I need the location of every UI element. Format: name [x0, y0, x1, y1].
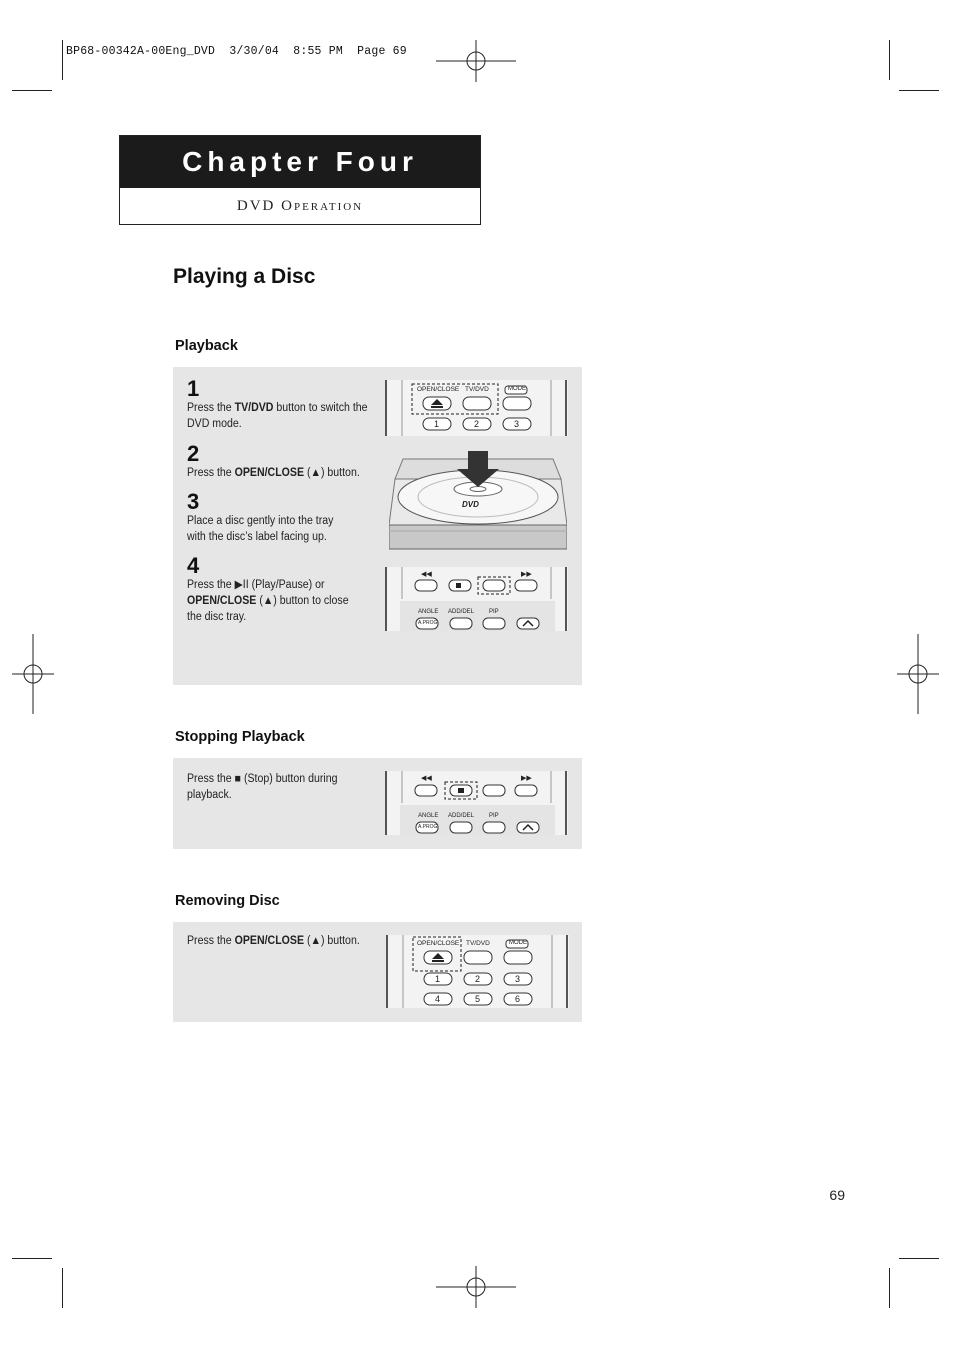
- step-1-text: Press the TV/DVD button to switch the DVD mode.: [187, 402, 368, 430]
- fast-forward-label: ▶▶: [521, 775, 532, 782]
- open-close-label: OPEN/CLOSE: [417, 386, 460, 393]
- chapter-title: Chapter Four: [120, 136, 480, 188]
- playback-heading: Playback: [175, 338, 238, 354]
- dvd-logo: DVD: [462, 500, 479, 509]
- crop-mark: [62, 40, 63, 80]
- remote-illustration-playpause: [385, 567, 568, 631]
- mode-label: MODE: [508, 386, 526, 392]
- step-4-text: Press the ▶II (Play/Pause) or OPEN/CLOSE (▲) button to close the disc tray.: [187, 579, 349, 623]
- rewind-label: ◀◀: [421, 571, 432, 578]
- fast-forward-label: ▶▶: [521, 571, 532, 578]
- step-number: 1: [187, 376, 200, 401]
- add-del-label: ADD/DEL: [448, 609, 475, 615]
- step-2-text: Press the OPEN/CLOSE (▲) button.: [187, 467, 360, 479]
- angle-label: ANGLE: [418, 813, 439, 819]
- crop-mark: [889, 1268, 890, 1308]
- add-del-label: ADD/DEL: [448, 813, 475, 819]
- step-number: 3: [187, 489, 200, 514]
- digit-3: 3: [514, 419, 520, 429]
- crop-mark: [62, 1268, 63, 1308]
- disc-tray-illustration: [389, 449, 567, 551]
- digit-2: 2: [474, 419, 480, 429]
- digit-2: 2: [475, 974, 481, 984]
- digit-1: 1: [435, 974, 441, 984]
- digit-5: 5: [475, 994, 481, 1004]
- digit-1: 1: [434, 419, 440, 429]
- tv-dvd-label: TV/DVD: [466, 940, 490, 947]
- page-title: Playing a Disc: [173, 265, 316, 288]
- rewind-label: ◀◀: [421, 775, 432, 782]
- digit-3: 3: [515, 974, 521, 984]
- crop-mark: [899, 1258, 939, 1259]
- crop-mark: [12, 90, 52, 91]
- stopping-text: Press the ■ (Stop) button during playback.: [187, 773, 338, 801]
- a-prog-label: A.PROG: [418, 824, 438, 830]
- digit-4: 4: [435, 994, 441, 1004]
- pip-label: PIP: [489, 609, 499, 615]
- stopping-heading: Stopping Playback: [175, 729, 305, 745]
- registration-mark-bottom: [436, 1266, 516, 1308]
- step-3-text: Place a disc gently into the tray with the disc’s label facing up.: [187, 515, 334, 543]
- mode-label: MODE: [509, 940, 527, 946]
- remote-illustration-bottom: [386, 935, 569, 1008]
- digit-6: 6: [515, 994, 521, 1004]
- registration-mark-top: [436, 40, 516, 82]
- print-slug: BP68-00342A-00Eng_DVD 3/30/04 8:55 PM Page 69: [66, 45, 407, 58]
- open-close-label: OPEN/CLOSE: [417, 940, 460, 947]
- tv-dvd-label: TV/DVD: [465, 386, 489, 393]
- remote-illustration-stop: [385, 771, 568, 835]
- step-number: 4: [187, 553, 200, 578]
- removing-text: Press the OPEN/CLOSE (▲) button.: [187, 935, 360, 947]
- crop-mark: [899, 90, 939, 91]
- chapter-box: [119, 135, 481, 225]
- registration-mark-left: [12, 634, 54, 714]
- chapter-subtitle: DVD Operation: [236, 198, 364, 214]
- crop-mark: [889, 40, 890, 80]
- page-number: 69: [829, 1187, 845, 1203]
- a-prog-label: A.PROG: [418, 620, 438, 626]
- pip-label: PIP: [489, 813, 499, 819]
- angle-label: ANGLE: [418, 609, 439, 615]
- registration-mark-right: [897, 634, 939, 714]
- step-number: 2: [187, 441, 200, 466]
- removing-heading: Removing Disc: [175, 893, 280, 909]
- crop-mark: [12, 1258, 52, 1259]
- remote-illustration-top: [385, 380, 568, 436]
